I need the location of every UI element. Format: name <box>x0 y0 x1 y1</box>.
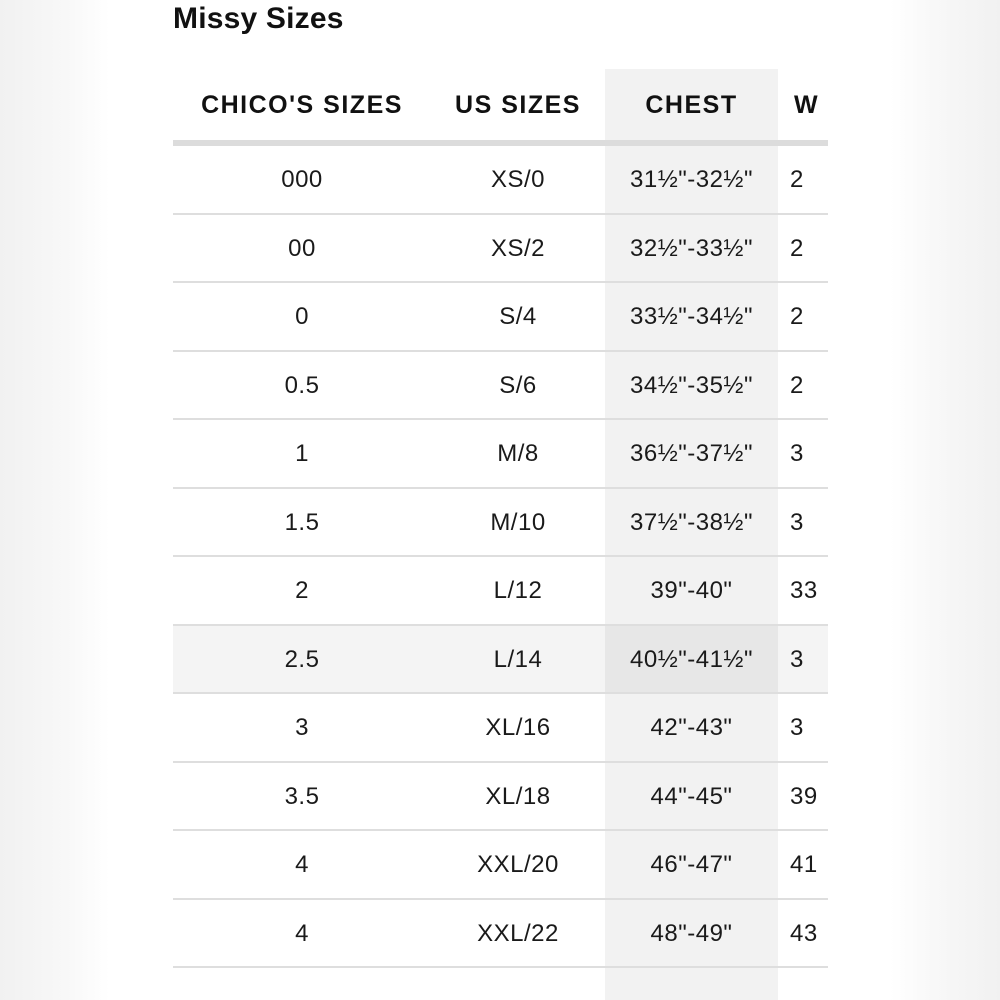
header-waist-truncated: W <box>794 91 820 119</box>
cell-chest: 46"-47" <box>650 851 733 878</box>
cell-us-size: S/6 <box>499 371 537 399</box>
cell-waist-truncated: 2 <box>790 234 804 262</box>
right-background-edge <box>890 0 1000 1000</box>
cell-chicos-size: 0 <box>295 303 309 330</box>
cell-waist-truncated: 41 <box>790 851 818 878</box>
cell-chicos-size: 2.5 <box>284 645 320 673</box>
cell-chicos-size: 3 <box>295 714 309 741</box>
header-chicos-sizes: CHICO'S SIZES <box>201 91 403 119</box>
table-row <box>173 831 828 900</box>
cell-chicos-size: 3.5 <box>284 782 320 810</box>
table-row <box>173 489 828 558</box>
cell-waist-truncated: 2 <box>790 303 804 330</box>
cell-waist-truncated: 2 <box>790 166 804 193</box>
cell-us-size: XXL/20 <box>477 851 559 878</box>
cell-chicos-size: 4 <box>295 851 309 878</box>
cell-chicos-size: 0.5 <box>284 371 320 399</box>
cell-waist-truncated: 3 <box>790 508 804 536</box>
table-row <box>173 763 828 832</box>
table-row <box>173 900 828 969</box>
cell-us-size: XL/16 <box>485 714 551 741</box>
cell-us-size: L/12 <box>493 577 543 604</box>
cell-chicos-size: 4 <box>295 919 309 947</box>
cell-chest: 36½"-37½" <box>630 440 753 467</box>
table-row <box>173 215 828 284</box>
cell-us-size: XS/2 <box>490 234 546 262</box>
cell-chicos-size: 1.5 <box>284 508 320 536</box>
cell-us-size: XL/18 <box>485 782 551 810</box>
cell-chest: 40½"-41½" <box>630 645 753 673</box>
cell-waist-truncated: 39 <box>790 782 818 810</box>
size-table[interactable] <box>173 69 828 1000</box>
cell-chicos-size: 1 <box>295 440 309 467</box>
cell-chest: 42"-43" <box>650 714 733 741</box>
cell-waist-truncated: 43 <box>790 919 818 947</box>
cell-chest: 44"-45" <box>650 782 733 810</box>
cell-us-size: L/14 <box>493 645 543 673</box>
cell-chest: 33½"-34½" <box>630 303 753 330</box>
cell-us-size: M/10 <box>490 508 546 536</box>
cell-waist-truncated: 3 <box>790 645 804 673</box>
table-row <box>173 283 828 352</box>
cell-waist-truncated: 3 <box>790 714 804 741</box>
cell-us-size: S/4 <box>499 303 537 330</box>
cell-chicos-size: 00 <box>288 234 316 262</box>
table-row <box>173 626 828 695</box>
table-row <box>173 352 828 421</box>
cell-chest: 34½"-35½" <box>630 371 753 399</box>
cell-chest: 39"-40" <box>650 577 733 604</box>
header-chest: CHEST <box>645 91 738 119</box>
cell-chicos-size: 000 <box>281 166 323 193</box>
cell-chest: 48"-49" <box>650 919 733 947</box>
row-divider <box>173 966 828 968</box>
cell-chicos-size: 2 <box>295 577 309 604</box>
page-title: Missy Sizes <box>173 2 344 35</box>
table-row <box>173 146 828 215</box>
cell-waist-truncated: 3 <box>790 440 804 467</box>
cell-chest: 37½"-38½" <box>630 508 753 536</box>
cell-waist-truncated: 2 <box>790 371 804 399</box>
table-row <box>173 694 828 763</box>
header-us-sizes: US SIZES <box>455 91 581 119</box>
cell-waist-truncated: 33 <box>790 577 818 604</box>
cell-us-size: M/8 <box>497 440 539 467</box>
table-row <box>173 420 828 489</box>
table-header <box>173 69 828 141</box>
cell-chest: 32½"-33½" <box>630 234 753 262</box>
table-row <box>173 557 828 626</box>
cell-chest: 31½"-32½" <box>630 166 753 193</box>
cell-us-size: XXL/22 <box>477 919 559 947</box>
left-background-edge <box>0 0 110 1000</box>
cell-us-size: XS/0 <box>490 166 546 193</box>
